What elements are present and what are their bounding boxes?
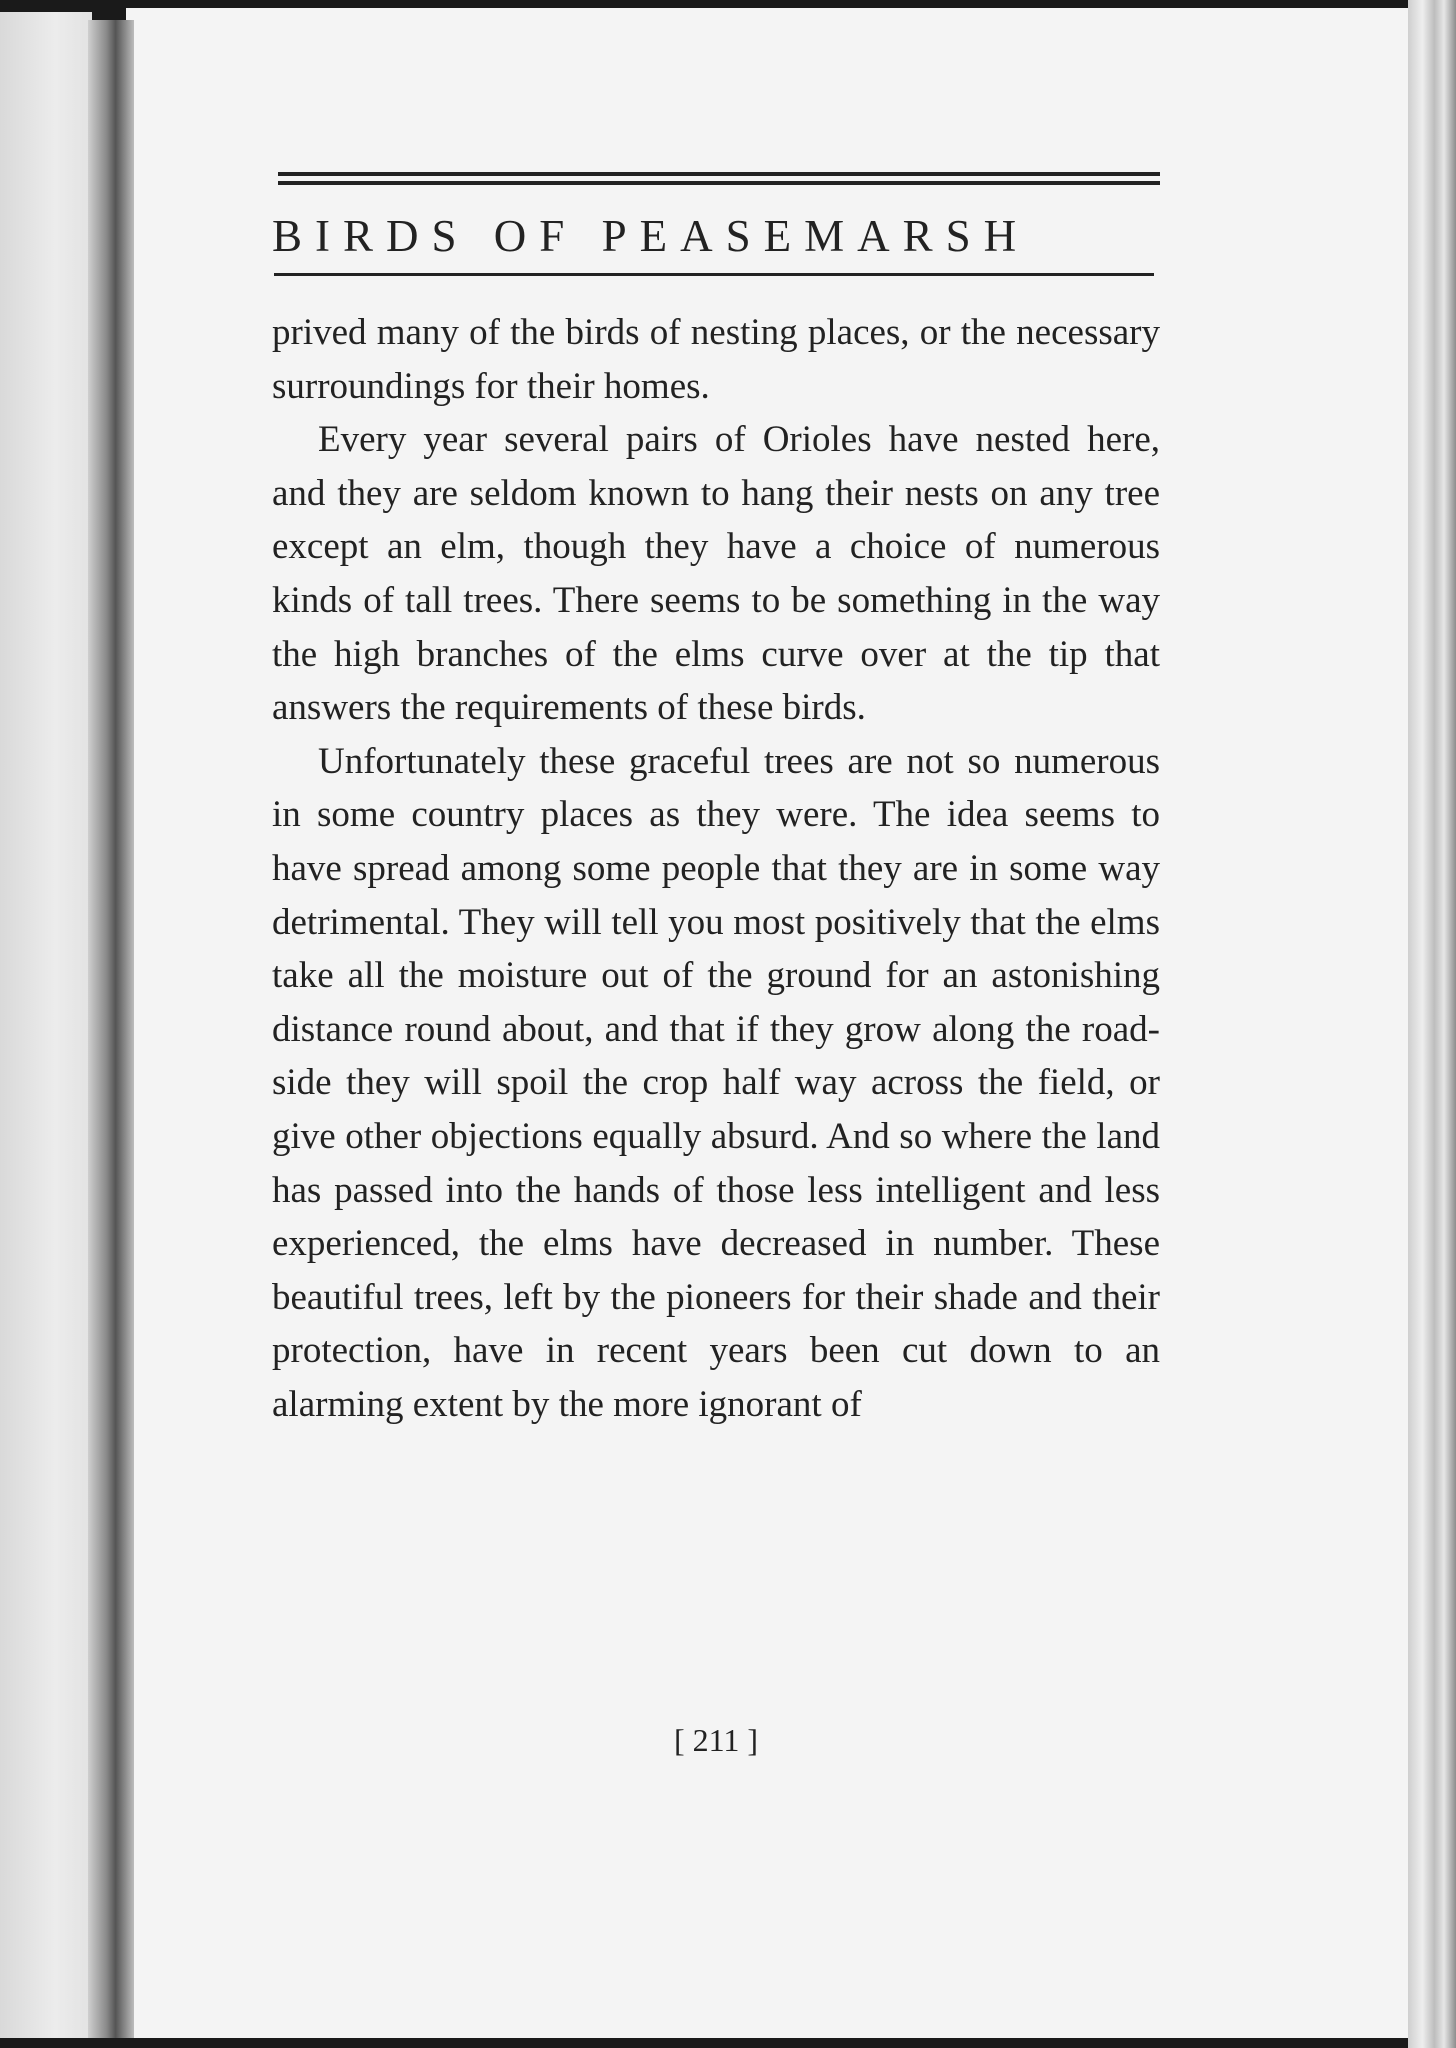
header-double-rule [278, 172, 1160, 185]
page-stack-edge [1408, 0, 1456, 2048]
facing-page-edge [0, 12, 92, 2038]
page-gutter [88, 20, 134, 2038]
paragraph-orioles: Every year several pairs of Orioles have nested here, and they are seldom known to hang their nests on any tree except an elm, though they have a choice of numerous kinds of tall trees. There seems to be something in the way the high branches of the elms curve over at the tip that answers the requirements of these birds. [272, 419, 1160, 729]
header-rule [274, 273, 1154, 276]
running-head: BIRDS OF PEASEMARSH [272, 211, 1030, 261]
paragraph-elms: Unfortunately these graceful trees are not so numerous in some country places as they were. The idea seems to have spread among some people that they are in some way detrimental. They will tell you most positively that the elms take all the moisture out of the ground for an astonishing distance round about, and that if they grow along the road-side they will spoil the crop half way across the field, or give other objections equally absurd. And so where the land has passed into the hands of those less intelligent and less experienced, the elms have decreased in number. These beautiful trees, left by the pioneers for their shade and their protection, have in recent years been cut down to an alarming extent by the more ignorant of [272, 740, 1160, 1425]
page-text-block [272, 172, 1160, 1431]
page-number: [ 211 ] [673, 1722, 759, 1758]
paragraph-continued: prived many of the birds of nesting places, or the necessary surroundings for their homes. [272, 312, 1160, 407]
body-text [272, 306, 1160, 1431]
